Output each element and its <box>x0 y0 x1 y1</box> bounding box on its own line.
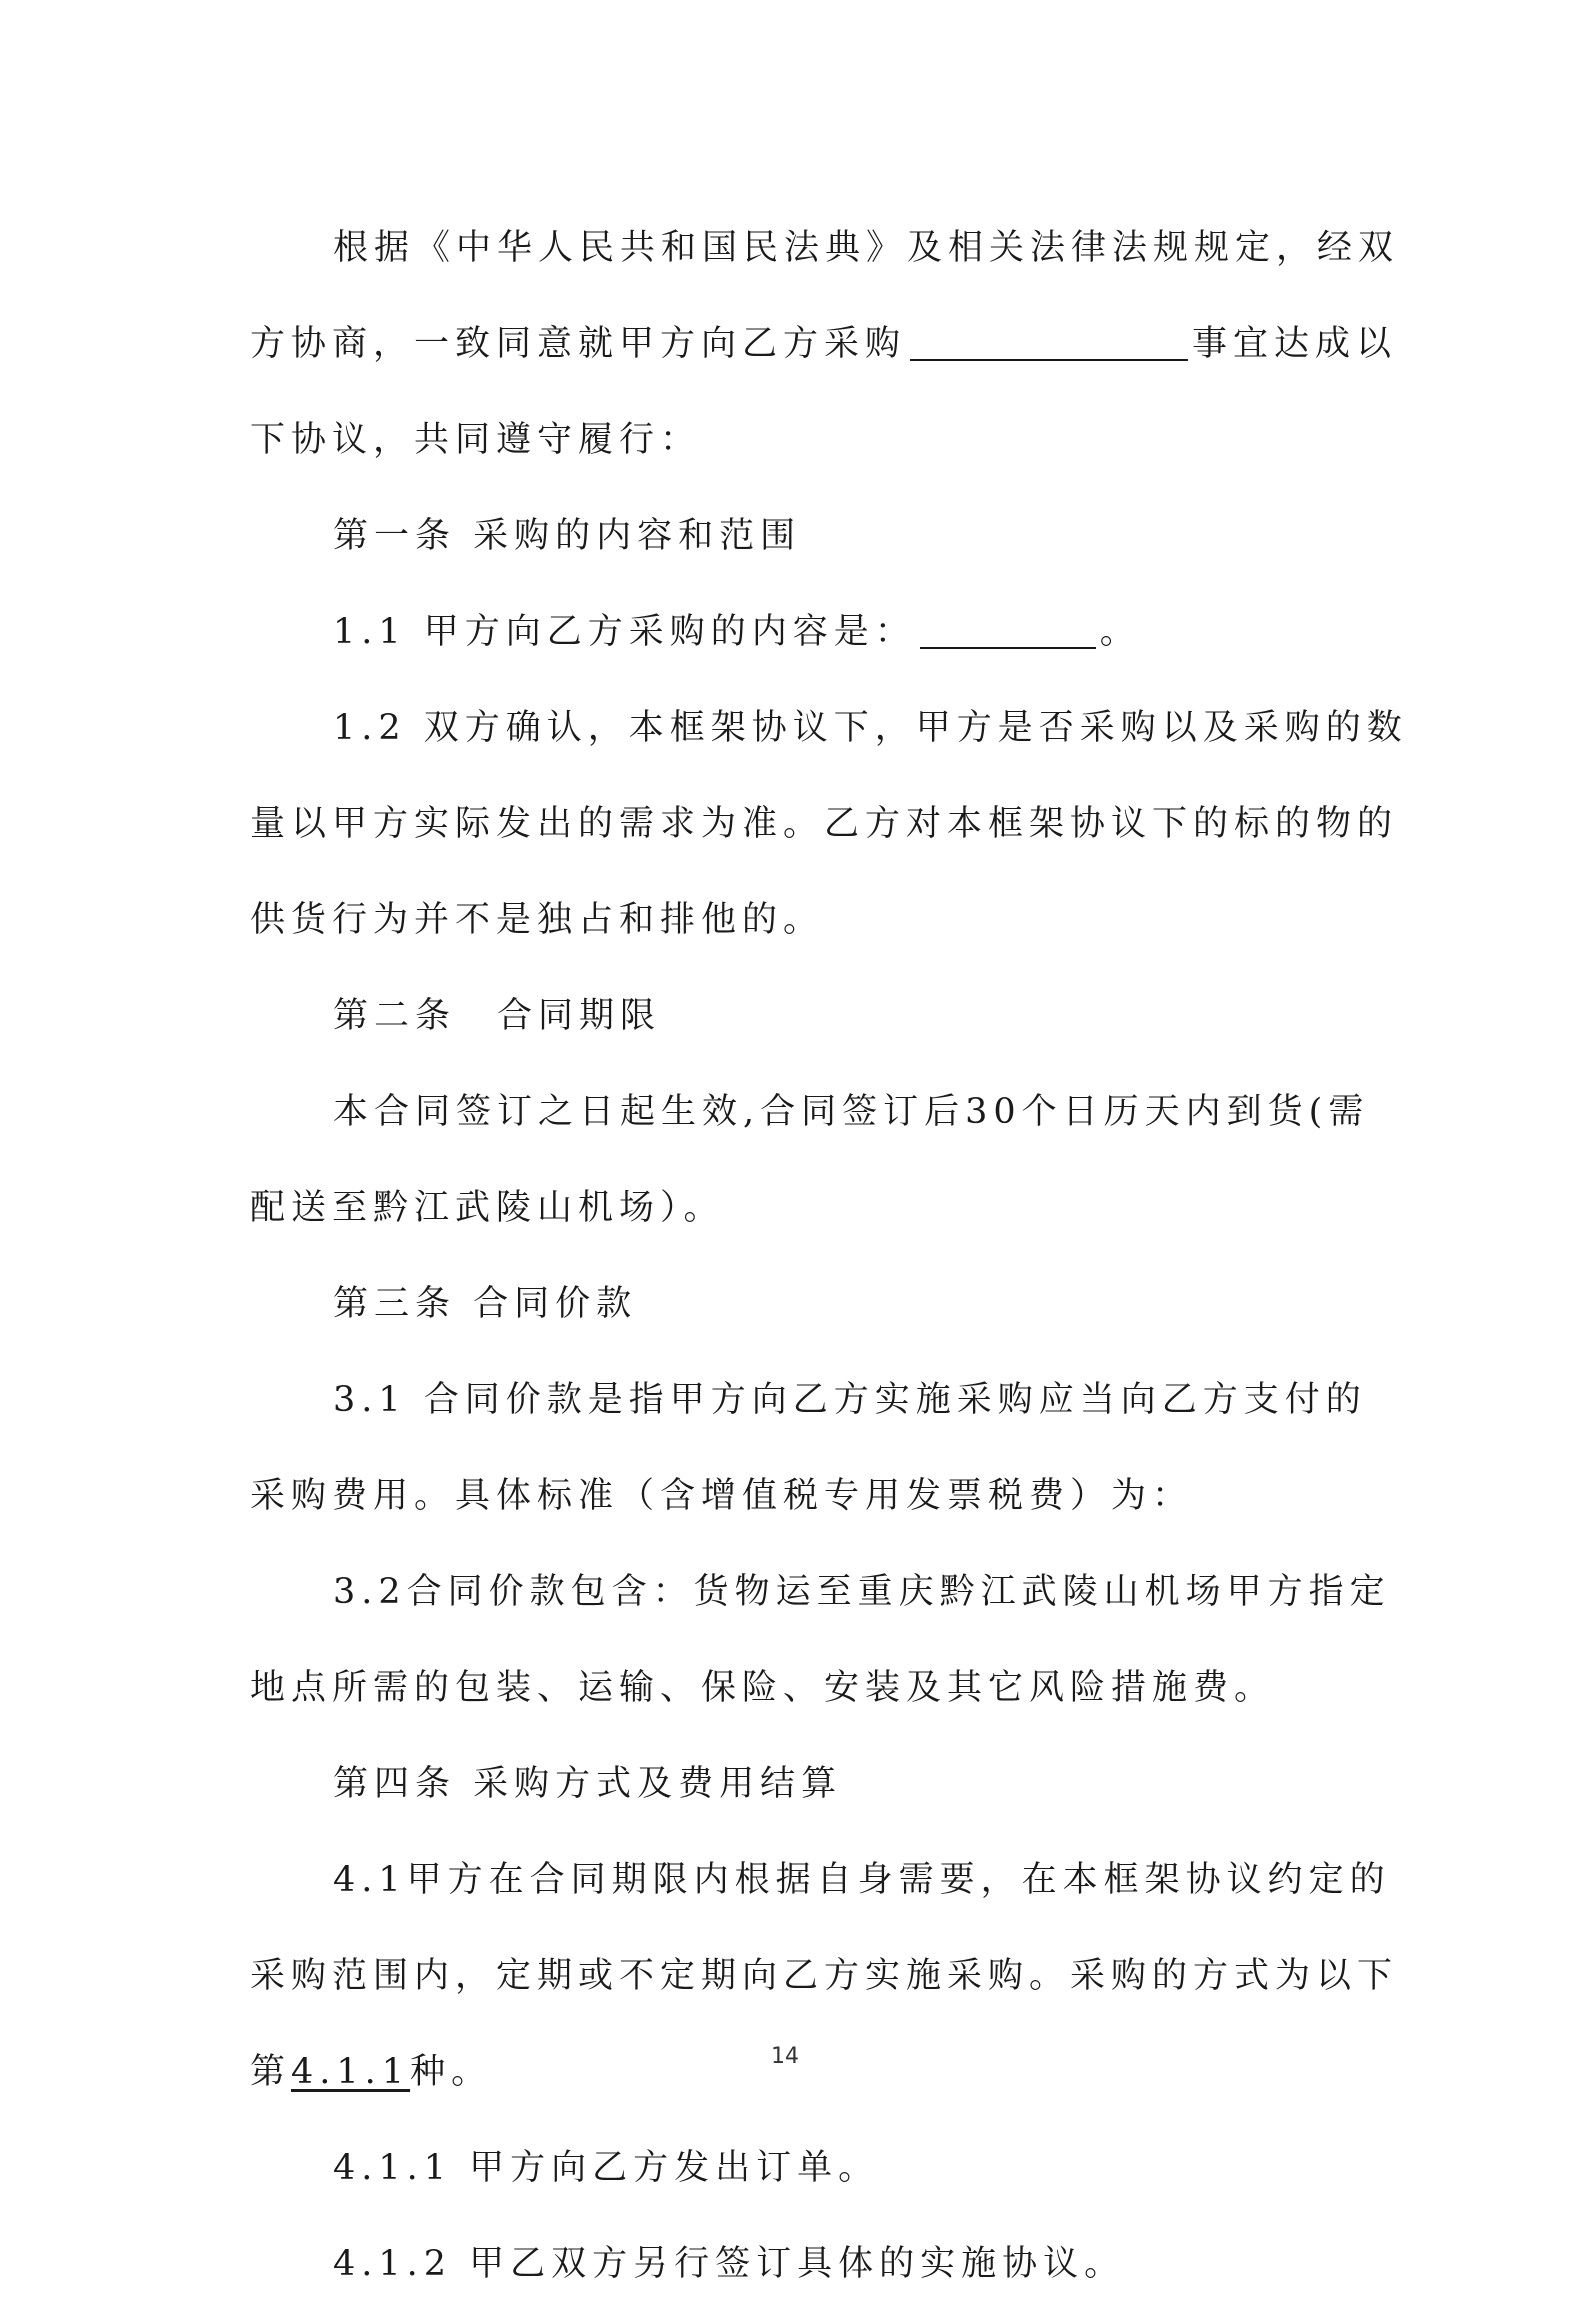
clause-1-2-line-3: 供货行为并不是独占和排他的。 <box>250 900 825 940</box>
clause-3-2-line-1: 3.2合同价款包含：货物运至重庆黔江武陵山机场甲方指定 <box>333 1572 1391 1612</box>
clause-3-1-line-1: 3.1 合同价款是指甲方向乙方实施采购应当向乙方支付的 <box>333 1380 1367 1420</box>
preamble-line-1: 根据《中华人民共和国民法典》及相关法律法规规定，经双 <box>333 228 1400 268</box>
clause-3-1-line-2: 采购费用。具体标准（含增值税专用发票税费）为： <box>250 1476 1194 1516</box>
article-3-title: 第三条 合同价款 <box>333 1284 638 1324</box>
clause-4-1-line-3 <box>250 2024 1340 2120</box>
clause-4-1-line-3-start: 第 <box>250 2052 292 2092</box>
clause-1-2-line-1: 1.2 双方确认，本框架协议下，甲方是否采购以及采购的数 <box>333 708 1408 748</box>
article-2-title: 第二条 合同期限 <box>333 996 662 1036</box>
clause-4-1-1: 4.1.1 甲方向乙方发出订单。 <box>333 2148 880 2188</box>
clause-1-1-text: 1.1 甲方向乙方采购的内容是： <box>333 612 916 652</box>
clause-1-2-line-2: 量以甲方实际发出的需求为准。乙方对本框架协议下的标的物的 <box>250 804 1399 844</box>
article-1-title: 第一条 采购的内容和范围 <box>333 516 802 556</box>
clause-4-1-line-3-end: 种。 <box>410 2052 493 2092</box>
clause-3-2-line-2: 地点所需的包装、运输、保险、安装及其它风险措施费。 <box>250 1668 1276 1708</box>
preamble-line-2-start: 方协商，一致同意就甲方向乙方采购 <box>250 324 907 364</box>
selected-method-number: 4.1.1 <box>291 2052 411 2092</box>
clause-1-1 <box>250 584 1340 680</box>
procurement-item-blank <box>910 321 1188 361</box>
clause-1-1-end: 。 <box>1099 612 1141 652</box>
clause-4-1-2: 4.1.2 甲乙双方另行签订具体的实施协议。 <box>333 2244 1126 2284</box>
article-2-line-2: 配送至黔江武陵山机场）。 <box>250 1188 725 1228</box>
clause-4-1-line-2: 采购范围内，定期或不定期向乙方实施采购。采购的方式为以下 <box>250 1956 1399 1996</box>
preamble-line-2-end: 事宜达成以 <box>1192 324 1398 364</box>
clause-4-1-line-1: 4.1甲方在合同期限内根据自身需要，在本框架协议约定的 <box>333 1860 1391 1900</box>
contract-body <box>250 200 1408 2312</box>
article-2-line-1: 本合同签订之日起生效,合同签订后30个日历天内到货(需 <box>333 1092 1370 1132</box>
preamble-line-2 <box>250 296 1398 392</box>
procurement-content-blank <box>920 609 1096 649</box>
article-4-title: 第四条 采购方式及费用结算 <box>333 1764 843 1804</box>
page-number: 14 <box>771 2044 799 2069</box>
preamble-line-3: 下协议，共同遵守履行： <box>250 420 702 460</box>
